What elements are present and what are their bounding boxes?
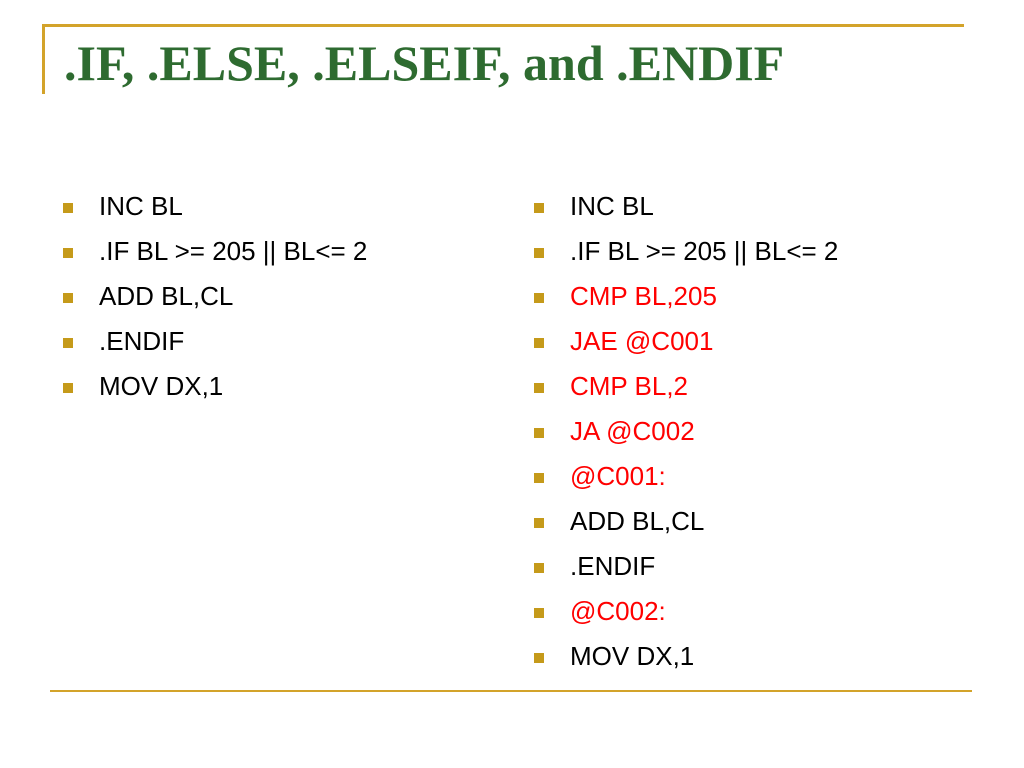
right-code-column [531, 187, 838, 682]
bullet-icon [534, 473, 544, 483]
code-line: .ENDIF [99, 326, 185, 356]
list-item [531, 547, 838, 592]
bottom-accent-rule [50, 690, 972, 692]
bullet-icon [534, 293, 544, 303]
list-item [531, 187, 838, 232]
bullet-icon [534, 203, 544, 213]
code-line: .ENDIF [570, 551, 656, 581]
code-line: MOV DX,1 [99, 371, 224, 401]
list-item [531, 457, 838, 502]
bullet-icon [63, 203, 73, 213]
bullet-icon [534, 338, 544, 348]
list-item [60, 232, 367, 277]
code-line: .IF BL >= 205 || BL<= 2 [570, 236, 839, 266]
list-item [531, 367, 838, 412]
list-item [60, 367, 367, 412]
bullet-icon [534, 563, 544, 573]
top-accent-rule [42, 24, 964, 27]
bullet-icon [534, 608, 544, 618]
list-item [60, 322, 367, 367]
list-item [531, 502, 838, 547]
bullet-icon [534, 248, 544, 258]
code-line: INC BL [99, 191, 183, 221]
bullet-icon [534, 518, 544, 528]
bullet-icon [63, 383, 73, 393]
list-item [60, 277, 367, 322]
code-line: ADD BL,CL [99, 281, 234, 311]
left-accent-rule [42, 24, 45, 94]
bullet-icon [534, 653, 544, 663]
list-item [531, 277, 838, 322]
code-line: @C001: [570, 461, 666, 491]
list-item [531, 232, 838, 277]
list-item [531, 592, 838, 637]
code-line: .IF BL >= 205 || BL<= 2 [99, 236, 368, 266]
code-line: CMP BL,2 [570, 371, 689, 401]
list-item [531, 412, 838, 457]
list-item [531, 637, 838, 682]
code-line: JA @C002 [570, 416, 695, 446]
bullet-icon [534, 428, 544, 438]
bullet-icon [63, 338, 73, 348]
code-line: MOV DX,1 [570, 641, 695, 671]
code-line: JAE @C001 [570, 326, 714, 356]
bullet-icon [63, 293, 73, 303]
code-line: ADD BL,CL [570, 506, 705, 536]
code-line: CMP BL,205 [570, 281, 717, 311]
bullet-icon [534, 383, 544, 393]
slide-title: .IF, .ELSE, .ELSEIF, and .ENDIF [64, 35, 785, 91]
left-code-column [60, 187, 367, 412]
list-item [60, 187, 367, 232]
code-line: @C002: [570, 596, 666, 626]
bullet-icon [63, 248, 73, 258]
code-line: INC BL [570, 191, 654, 221]
list-item [531, 322, 838, 367]
